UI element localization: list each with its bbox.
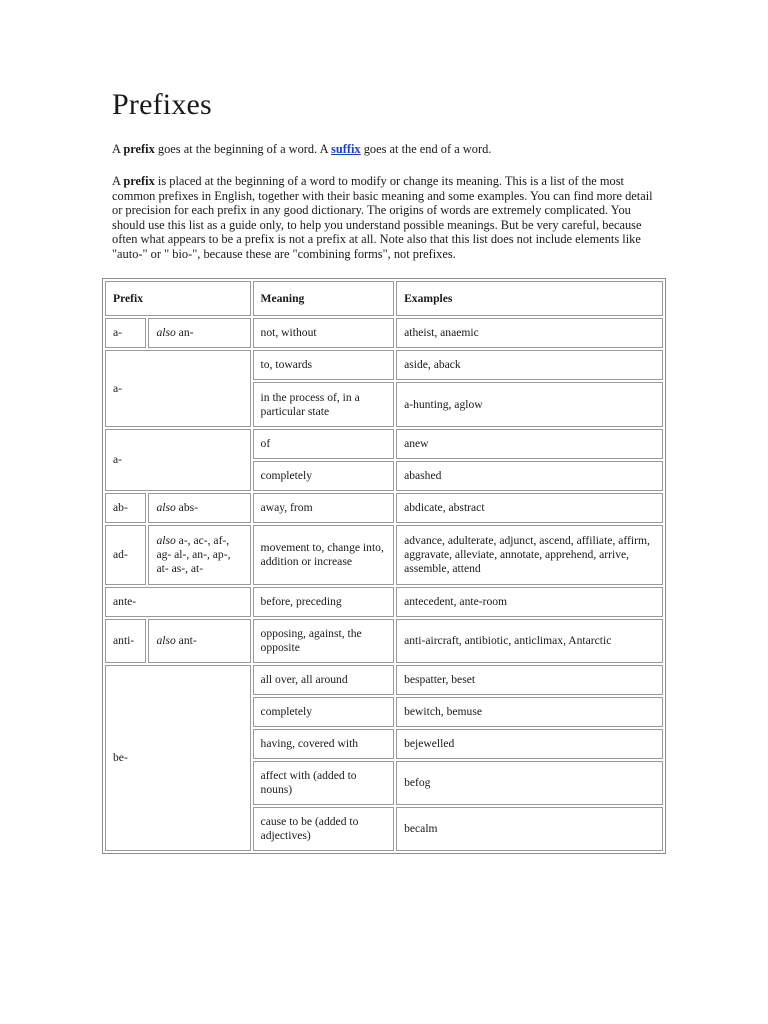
meaning-cell: before, preceding [253, 587, 395, 617]
meaning-cell: affect with (added to nouns) [253, 761, 395, 805]
description-text: is placed at the beginning of a word to modify or change its meaning. This is a list of the most common prefixes in English, together with their basic meaning and some examples. You can find more detail or precision for each prefix in any good dictionary. The origins of words are extremely complicated. You should use this list as a guide only, to help you understand possible meanings. But be very careful, because often what appears to be a prefix is not a prefix at all. Note also that this list does not include elements like "auto-" or " bio-", because these are "combining forms", not prefixes. [112, 174, 653, 261]
prefix-cell: a- [105, 318, 146, 348]
also-label: also [156, 534, 176, 547]
table-row [105, 587, 663, 617]
table-row [105, 665, 663, 695]
also-cell [148, 619, 250, 663]
prefix-cell: ab- [105, 493, 146, 523]
page-title: Prefixes [112, 88, 212, 121]
suffix-link[interactable]: suffix [331, 142, 361, 156]
examples-cell: bespatter, beset [396, 665, 663, 695]
table-row [105, 493, 663, 523]
meaning-cell: having, covered with [253, 729, 395, 759]
examples-cell: aside, aback [396, 350, 663, 380]
header-examples: Examples [396, 281, 663, 316]
table-row [105, 318, 663, 348]
examples-cell: atheist, anaemic [396, 318, 663, 348]
prefix-cell: ad- [105, 525, 146, 585]
meaning-cell: movement to, change into, addition or increase [253, 525, 395, 585]
meaning-cell: in the process of, in a particular state [253, 382, 395, 427]
also-label: also [156, 501, 176, 514]
intro-text: A [112, 142, 124, 156]
examples-cell: abdicate, abstract [396, 493, 663, 523]
table-header-row [105, 281, 663, 316]
prefix-cell: ante- [105, 587, 251, 617]
meaning-cell: cause to be (added to adjectives) [253, 807, 395, 851]
examples-cell: befog [396, 761, 663, 805]
meaning-cell: away, from [253, 493, 395, 523]
meaning-cell: to, towards [253, 350, 395, 380]
examples-cell: becalm [396, 807, 663, 851]
meaning-cell: opposing, against, the opposite [253, 619, 395, 663]
also-forms: a-, ac-, af-, ag- al-, an-, ap-, at- as-, at- [156, 534, 231, 575]
prefix-cell: anti- [105, 619, 146, 663]
also-label: also [156, 634, 176, 647]
header-prefix: Prefix [105, 281, 251, 316]
also-cell [148, 493, 250, 523]
examples-cell: bejewelled [396, 729, 663, 759]
meaning-cell: of [253, 429, 395, 459]
also-forms: abs- [178, 501, 198, 514]
also-forms: ant- [178, 634, 197, 647]
intro-paragraph [112, 142, 657, 157]
prefix-cell: a- [105, 350, 251, 427]
meaning-cell: not, without [253, 318, 395, 348]
examples-cell: advance, adulterate, adjunct, ascend, affiliate, affirm, aggravate, alleviate, annotate, apprehend, arrive, assemble, attend [396, 525, 663, 585]
examples-cell: anti-aircraft, antibiotic, anticlimax, Antarctic [396, 619, 663, 663]
meaning-cell: all over, all around [253, 665, 395, 695]
table-row [105, 619, 663, 663]
also-forms: an- [178, 326, 194, 339]
examples-cell: antecedent, ante-room [396, 587, 663, 617]
description-paragraph [112, 174, 657, 262]
intro-text: goes at the end of a word. [360, 142, 492, 156]
prefix-cell: be- [105, 665, 251, 851]
table-row [105, 429, 663, 459]
header-meaning: Meaning [253, 281, 395, 316]
also-label: also [156, 326, 176, 339]
intro-text: goes at the beginning of a word. A [154, 142, 332, 156]
meaning-cell: completely [253, 461, 395, 491]
examples-cell: anew [396, 429, 663, 459]
also-cell [148, 318, 250, 348]
description-text: A [112, 174, 124, 188]
also-cell [148, 525, 250, 585]
table-row [105, 350, 663, 380]
prefix-cell: a- [105, 429, 251, 491]
examples-cell: bewitch, bemuse [396, 697, 663, 727]
examples-cell: a-hunting, aglow [396, 382, 663, 427]
prefix-term: prefix [123, 142, 155, 156]
table-body [105, 318, 663, 851]
prefix-term: prefix [123, 174, 155, 188]
examples-cell: abashed [396, 461, 663, 491]
table-row [105, 525, 663, 585]
prefix-table [102, 278, 666, 854]
meaning-cell: completely [253, 697, 395, 727]
